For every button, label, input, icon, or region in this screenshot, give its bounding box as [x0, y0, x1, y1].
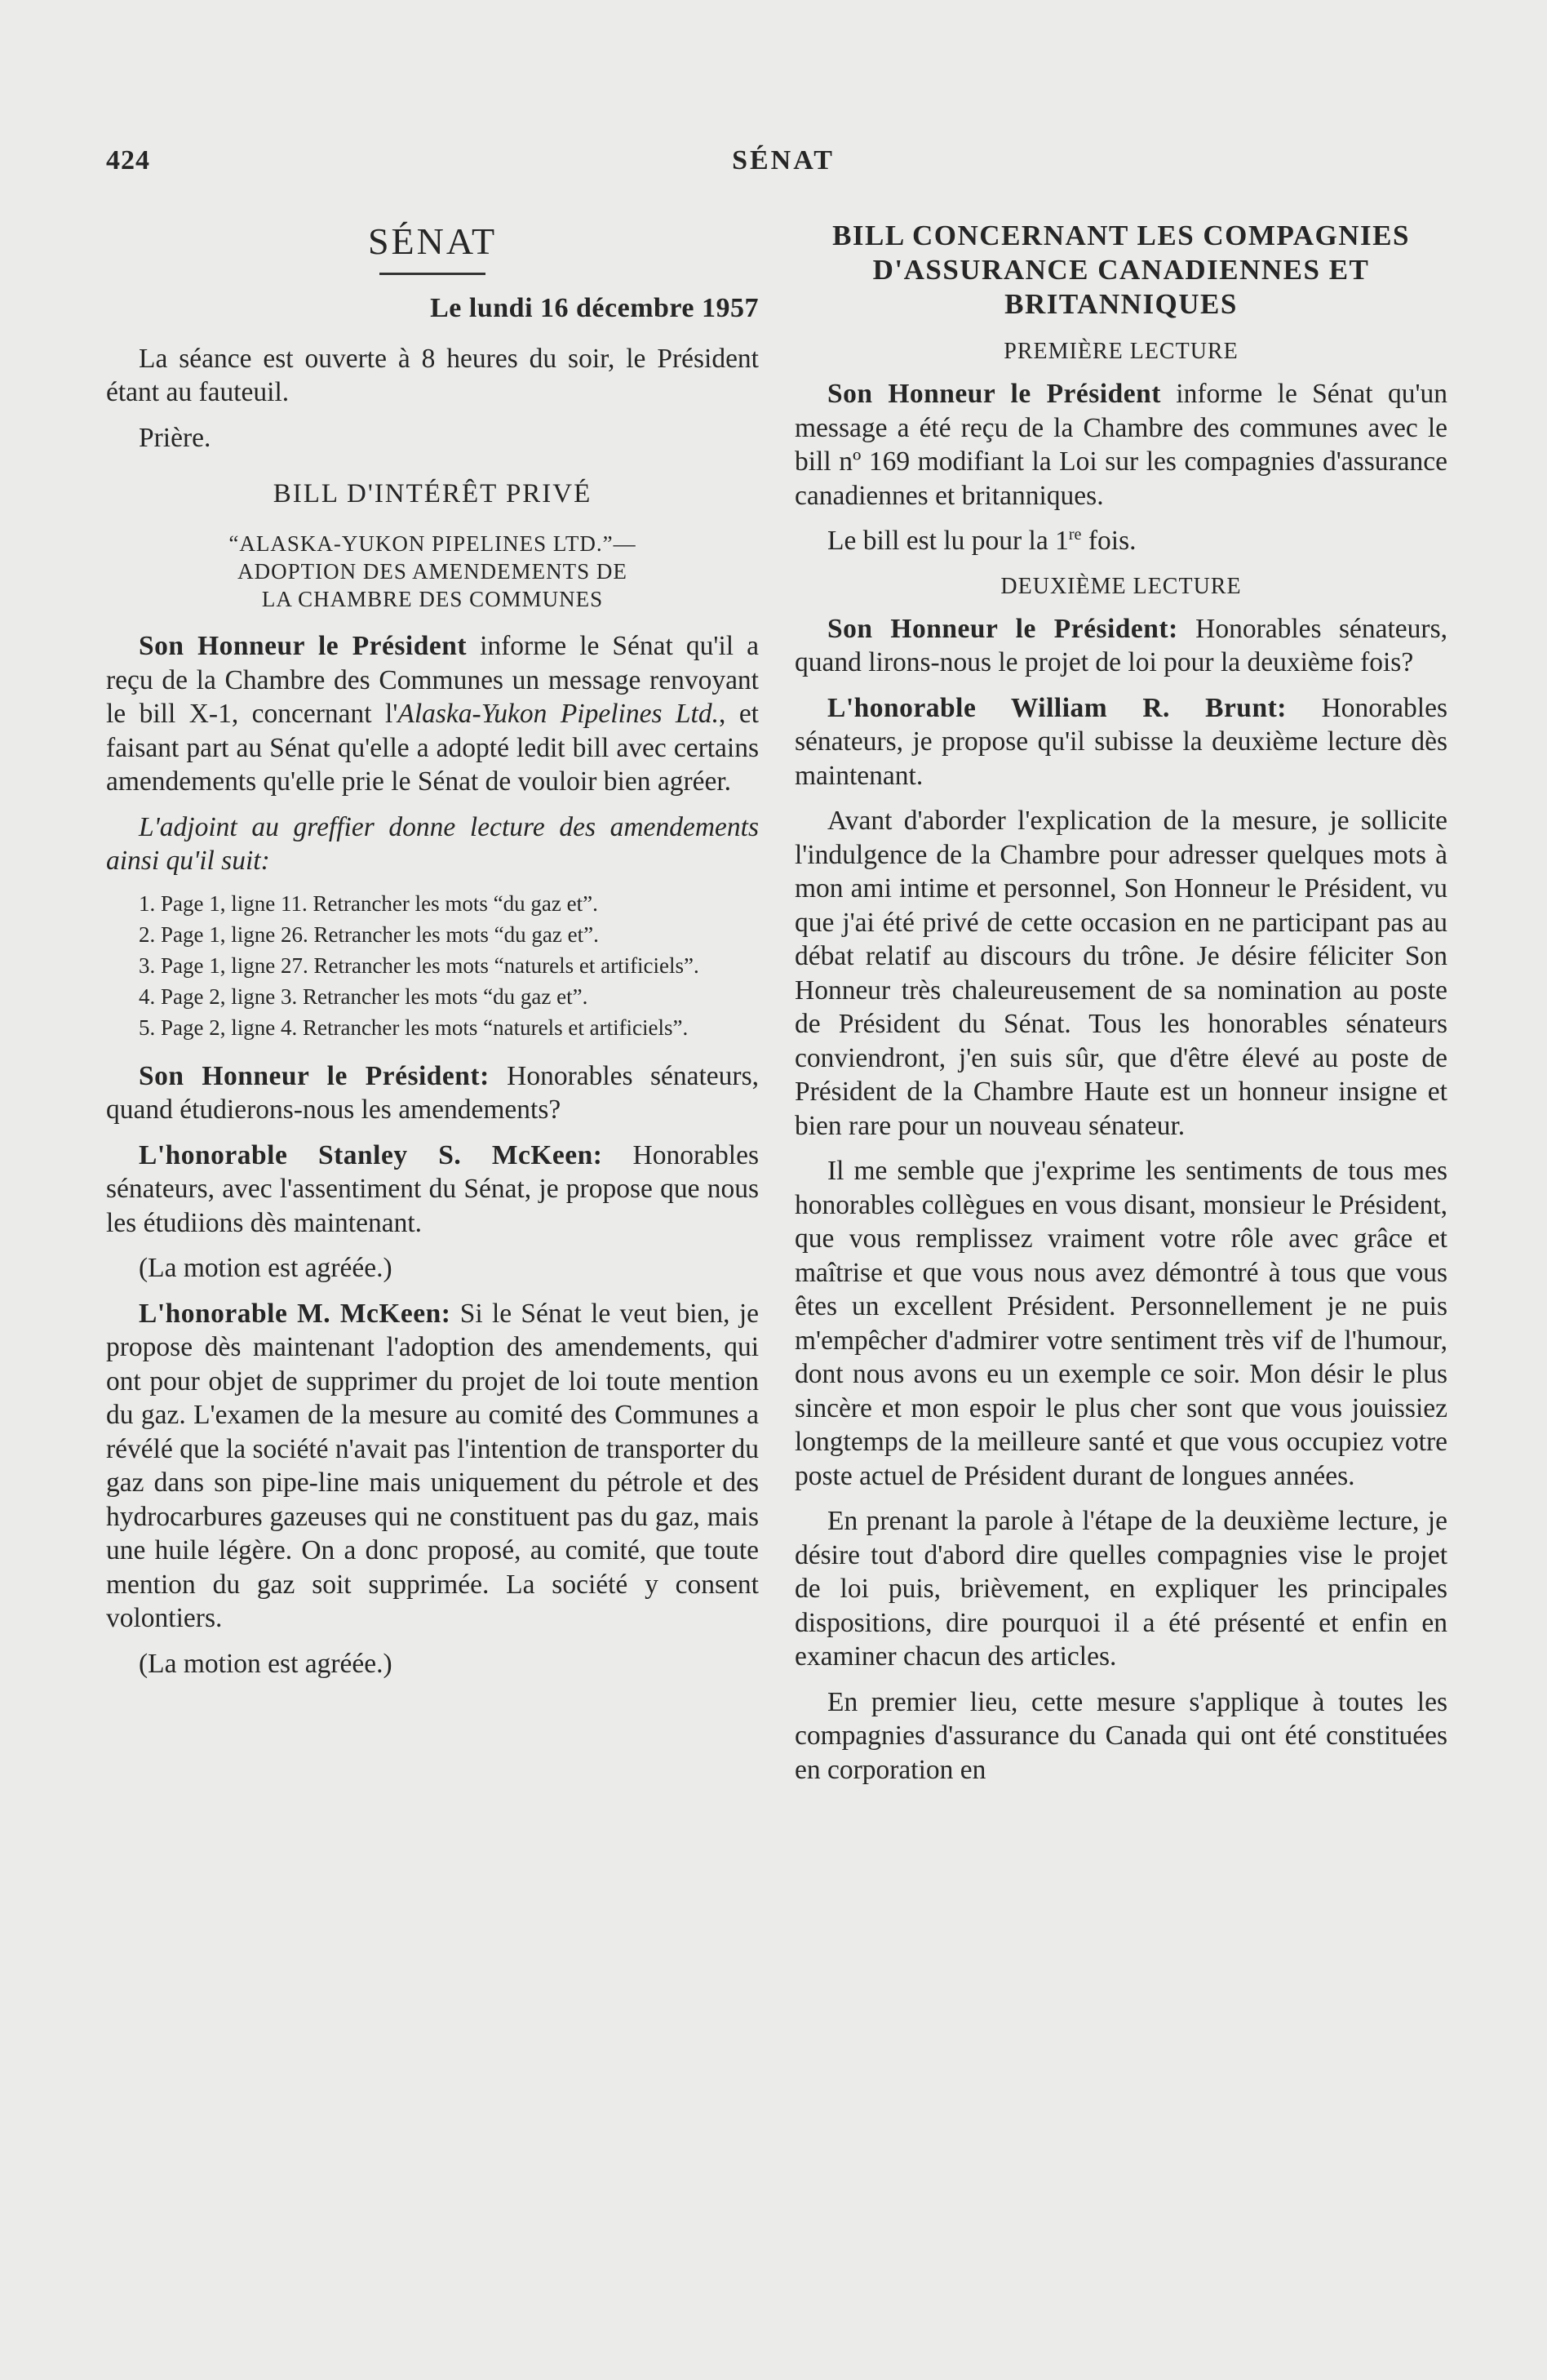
speaker-name: L'honorable William R. Brunt: [827, 692, 1287, 723]
motion-agreed-1: (La motion est agréée.) [139, 1253, 392, 1283]
ordinal-superscript: re [1068, 525, 1082, 544]
left-column [106, 219, 759, 1692]
motion-agreed-2: (La motion est agréée.) [139, 1648, 392, 1679]
paragraph-text: , et faisant part au Sénat qu'elle a adopté ledit bill avec certains amendements qu'elle prie le Sénat de vouloir bien agréer. [106, 699, 759, 797]
paragraph-r5: Avant d'aborder l'explication de la mesure, je sollicite l'indulgence de la Chambre pour adresser quelques mots à mon ami intime et personnel, Son Honneur le Président, vu que j'ai été privé de cette occasion en ne participant pas au débat relatif au discours du trône. Je désire féliciter Son Honneur très chaleureusement de sa nomination au poste de Président du Sénat. Tous les honorables sénateurs conviendront, j'en suis sûr, que d'être élevé au poste de Président de la Chambre Haute est un honneur insigne et bien rare pour un nouveau sénateur. [795, 806, 1447, 1141]
paragraph-r8: En premier lieu, cette mesure s'applique à toutes les compagnies d'assurance du Canada qui ont été constituées en corporation en [795, 1686, 1447, 1785]
bill-title-line-2: D'ASSURANCE CANADIENNES ET [872, 254, 1370, 286]
speaker-paragraph-3 [106, 1139, 759, 1241]
opening-paragraph: La séance est ouverte à 8 heures du soir, le Président étant au fauteuil. [106, 343, 759, 407]
first-reading-result [795, 524, 1447, 558]
speaker-paragraph-r1 [795, 377, 1447, 513]
right-column [795, 219, 1447, 1798]
sitting-date: Le lundi 16 décembre 1957 [430, 293, 759, 323]
amendment-item: 4. Page 2, ligne 3. Retrancher les mots “du gaz et”. [139, 984, 588, 1009]
section-title-private-bill: BILL D'INTÉRÊT PRIVÉ [273, 479, 592, 508]
paragraph-text: Honorables sénateurs, quand étudierons-nous les amendements? [106, 1060, 759, 1125]
amendment-item: 1. Page 1, ligne 11. Retrancher les mots “du gaz et”. [139, 890, 598, 916]
paragraph-text: Honorables sénateurs, avec l'assentiment du Sénat, je propose que nous les étudiions dès maintenant. [106, 1139, 759, 1238]
speaker-paragraph-4 [106, 1297, 759, 1636]
paragraph-text: Le bill est lu pour la 1 [827, 526, 1069, 556]
speaker-name: Son Honneur le Président: [139, 1060, 490, 1091]
subhead-line-3: LA CHAMBRE DES COMMUNES [261, 587, 604, 611]
paragraph-r6: Il me semble que j'exprime les sentiments de tous mes honorables collègues en vous disant, monsieur le Président, que vous remplissez vraiment votre rôle avec grâce et maîtrise et que vous nous avez démontré à tous que vous êtes un excellent Président. Personnellement je ne puis m'empêcher d'admirer votre sentiment très vif de l'humour, dont nous avons eu un exemple ce soir. Mon désir le plus sincère et mon espoir le plus cher sont que vous jouissiez longtemps de la meilleure santé et que vous occupiez votre poste actuel de Président durant de longues années. [795, 1156, 1447, 1491]
paragraph-text: Si le Sénat le veut bien, je propose dès maintenant l'adoption des amendements, qui ont pour objet de supprimer du projet de loi toute mention du gaz. L'examen de la mesure au comité des Communes a révélé que la société n'avait pas l'intention de transporter du gaz dans son pipe-line mais uniquement du pétrole et des hydrocarbures gazeuses qui ne constituent pas du gaz, mais une huile légère. On a donc proposé, au comité, que toute mention du gaz soit supprimée. La société y consent volontiers. [106, 1298, 759, 1633]
speaker-name: L'honorable M. McKeen: [139, 1298, 451, 1329]
bill-title [795, 219, 1447, 322]
speaker-name: Son Honneur le Président [827, 379, 1161, 409]
speaker-paragraph-r4 [795, 691, 1447, 793]
title-rule [379, 273, 485, 275]
subhead-line-1: “ALASKA-YUKON PIPELINES LTD.”— [228, 531, 636, 556]
senat-title: SÉNAT [367, 220, 498, 262]
page-header [106, 145, 1461, 194]
speaker-name: Son Honneur le Président: [827, 613, 1178, 644]
speaker-name: L'honorable Stanley S. McKeen: [139, 1139, 603, 1170]
amendment-item: 5. Page 2, ligne 4. Retrancher les mots “naturels et artificiels”. [139, 1015, 689, 1040]
paragraph-text: Honorables sénateurs, je propose qu'il subisse la deuxième lecture dès maintenant. [795, 692, 1447, 791]
paragraph-text: informe le Sénat qu'il a reçu de la Chambre des Communes un message renvoyant le bill X-1, concernant l' [106, 631, 759, 729]
bill-title-line-1: BILL CONCERNANT LES COMPAGNIES [832, 220, 1410, 251]
subhead-block [106, 530, 759, 613]
speaker-paragraph-r3 [795, 612, 1447, 680]
speaker-paragraph-1 [106, 629, 759, 799]
subhead-line-2: ADOPTION DES AMENDEMENTS DE [237, 559, 627, 584]
first-reading-heading: PREMIÈRE LECTURE [1004, 339, 1239, 364]
paragraph-r7: En prenant la parole à l'étape de la deuxième lecture, je désire tout d'abord dire quelles compagnies vise le projet de loi puis, brièvement, en expliquer les principales dispositions, dire pourquoi il a été présenté et enfin en examiner chacun des articles. [795, 1506, 1447, 1672]
page-number: 424 [106, 145, 150, 175]
clerk-paragraph: L'adjoint au greffier donne lecture des amendements ainsi qu'il suit: [106, 811, 759, 876]
second-reading-heading: DEUXIÈME LECTURE [1000, 573, 1242, 599]
speaker-name: Son Honneur le Président [139, 631, 468, 661]
amendment-item: 2. Page 1, ligne 26. Retrancher les mots “du gaz et”. [139, 921, 599, 947]
bill-title-line-3: BRITANNIQUES [1004, 288, 1238, 320]
speaker-paragraph-2 [106, 1059, 759, 1127]
amendment-item: 3. Page 1, ligne 27. Retrancher les mots “naturels et artificiels”. [139, 952, 699, 978]
running-head: SÉNAT [732, 145, 835, 175]
company-name: Alaska-Yukon Pipelines Ltd. [397, 699, 719, 729]
paragraph-text: Honorables sénateurs, quand lirons-nous le projet de loi pour la deuxième fois? [795, 613, 1447, 677]
paragraph-text: informe le Sénat qu'un message a été reçu de la Chambre des communes avec le bill nº 169 modifiant la Loi sur les compagnies d'assurance canadiennes et britanniques. [795, 379, 1447, 511]
paragraph-text: fois. [1081, 526, 1137, 556]
prayer-paragraph: Prière. [139, 422, 211, 453]
